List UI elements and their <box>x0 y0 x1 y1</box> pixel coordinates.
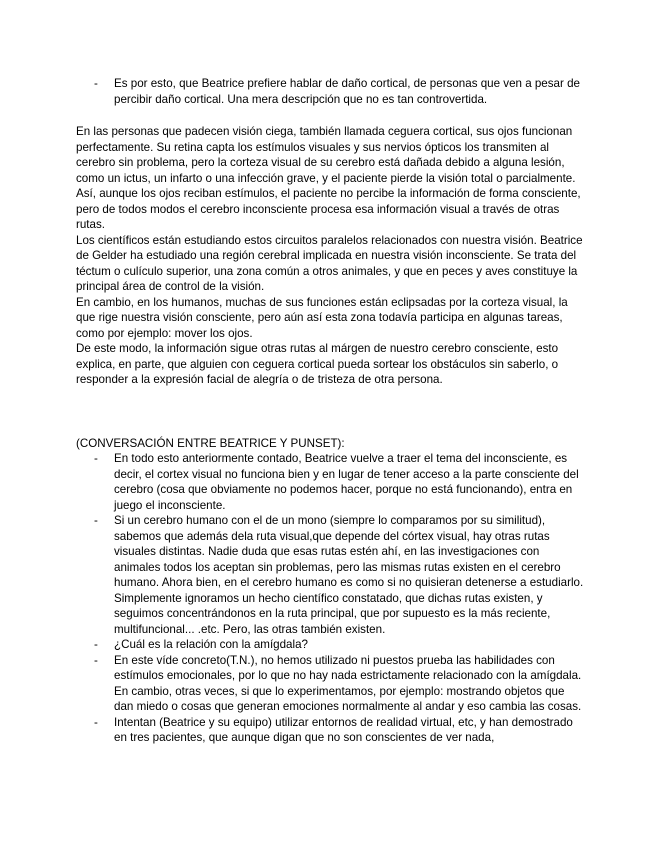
list-item-text: En este víde concreto(T.N.), no hemos utilizado ni puestos prueba las habilidades con estímulos emocionales, por lo que no hay nada estrictamente relacionado con la amígdala. En cambio, otras veces, si que lo experimentamos, por ejemplo: mostrando objetos que dan miedo o cosas que generan emociones normalmente al andar y eso cambia las cosas. <box>114 653 582 713</box>
dash-bullet: - <box>94 452 98 465</box>
paragraph: De este modo, la información sigue otras rutas al márgen de nuestro cerebro consciente, esto explica, en parte, que alguien con ceguera cortical pueda sortear los obstáculos sin saberlo, o responder a la expresión facial de alegría o de tristeza de otra persona. <box>76 342 559 386</box>
dash-bullet: - <box>94 638 98 651</box>
dash-bullet: - <box>94 514 98 527</box>
conversation-heading <box>76 436 586 452</box>
list-item-text: Si un cerebro humano con el de un mono (siempre lo comparamos por su similitud), sabemos que además dela ruta visual,que depende del córtex visual, hay otras rutas visuales distintas. Nadie duda que esas rutas estén ahí, en las investigaciones con animales todos los aceptan sin problemas, pero las mismas rutas existen en el cerebro humano. Ahora bien, en el cerebro humano es como si no quisieran detenerse a estudiarlo. Simplemente ignoramos un hecho científico constatado, que dichas rutas existen, y seguimos concentrándonos en la ruta principal, que por supuesto es la más reciente, multifuncional... .etc. Pero, las otras también existen. <box>114 514 584 636</box>
list-item <box>76 653 586 715</box>
dash-bullet: - <box>94 653 98 667</box>
list-item <box>76 513 586 637</box>
paragraph: En las personas que padecen visión ciega, también llamada ceguera cortical, sus ojos funcionan perfectamente. Su retina capta los estímulos visuales y sus nervios ópticos los transmiten al cerebro sin problema, pero la corteza visual de su cerebro está dañada debido a alguna lesión, como un ictus, un infarto o una infección grave, y el paciente pierde la visión total o parcialmente. <box>76 125 576 185</box>
list-item-text: Es por esto, que Beatrice prefiere hablar de daño cortical, de personas que ven a pesar de percibir daño cortical. Una mera descripción que no es tan controvertida. <box>114 77 580 106</box>
section-title: (CONVERSACIÓN ENTRE BEATRICE Y PUNSET): <box>76 437 345 450</box>
paragraph: Los científicos están estudiando estos circuitos paralelos relacionados con nuestra visión. Beatrice de Gelder ha estudiado una región cerebral implicada en nuestra visión inconsciente. Se trata del téctum o culículo superior, una zona común a otros animales, y que en peces y aves constituye la principal área de control de la visión. <box>76 233 583 293</box>
list-item <box>76 637 586 653</box>
dash-bullet: - <box>94 77 98 90</box>
list-item-text: En todo esto anteriormente contado, Beatrice vuelve a traer el tema del inconsciente, es decir, el cortex visual no funciona bien y en lugar de tener acceso a la parte consciente del cerebro (cosa que obviamente no podemos hacer, porque no está funcionando), entra en juego el inconsciente. <box>114 452 579 512</box>
list-item-text: Intentan (Beatrice y su equipo) utilizar entornos de realidad virtual, etc, y han demostrado en tres pacientes, que aunque digan que no son conscientes de ver nada, <box>114 715 573 744</box>
paragraph: En cambio, en los humanos, muchas de sus funciones están eclipsadas por la corteza visual, la que rige nuestra visión consciente, pero aún así esta zona todavía participa en algunas tareas, como por ejemplo: mover los ojos. <box>76 295 568 340</box>
intro-bullet-list <box>76 76 586 107</box>
paragraph: Así, aunque los ojos reciban estímulos, el paciente no percibe la información de forma consciente, pero de todos modos el cerebro inconsciente procesa esa información visual a través de otras rutas. <box>76 187 581 231</box>
list-item <box>76 451 586 513</box>
body-paragraphs <box>76 124 586 388</box>
list-item <box>76 715 586 746</box>
conversation-bullet-list <box>76 451 586 746</box>
list-item <box>76 76 586 107</box>
list-item-text: ¿Cuál es la relación con la amígdala? <box>114 638 308 651</box>
dash-bullet: - <box>94 715 98 729</box>
